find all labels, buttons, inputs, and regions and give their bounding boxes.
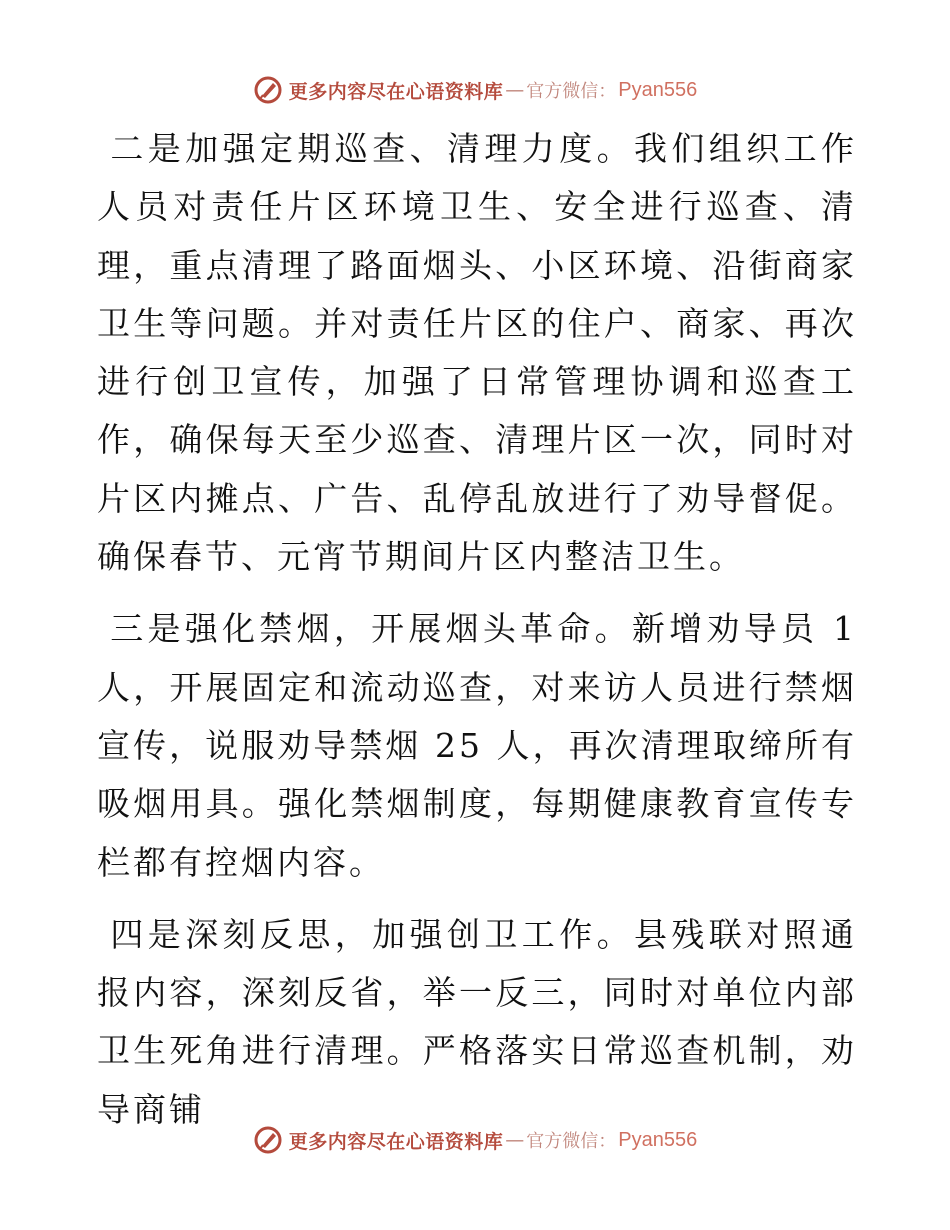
footer-watermark-banner xyxy=(0,1120,950,1160)
banner-text: 更多内容尽在心语资料库 xyxy=(288,1130,504,1153)
banner-wechat-id: Pyan556 xyxy=(618,78,698,101)
banner-text: 更多内容尽在心语资料库 xyxy=(288,80,504,103)
paragraph-3 xyxy=(97,600,857,891)
header-watermark-banner xyxy=(0,70,950,110)
quill-logo-icon xyxy=(253,75,283,105)
paragraph-text: 四是深刻反思，加强创卫工作。县残联对照通报内容，深刻反省，举一反三，同时对单位内部卫生死角进行清理。严格落实日常巡查机制，劝导商铺 xyxy=(97,914,857,1129)
banner-wechat-label: 官方微信： xyxy=(526,81,617,102)
quill-logo-icon xyxy=(253,1125,283,1155)
banner-wechat-label: 官方微信： xyxy=(526,1131,617,1152)
banner-separator: — xyxy=(505,1129,525,1151)
paragraph-4 xyxy=(97,906,857,1139)
paragraph-text: 二是加强定期巡查、清理力度。我们组织工作人员对责任片区环境卫生、安全进行巡查、清理，重点清理了路面烟头、小区环境、沿街商家卫生等问题。并对责任片区的住户、商家、再次进行创卫宣传，加强了日常管理协调和巡查工作，确保每天至少巡查、清理片区一次，同时对片区内摊点、广告、乱停乱放进行了劝导督促。确保春节、元宵节期间片区内整洁卫生。 xyxy=(97,129,857,577)
paragraph-text: 三是强化禁烟，开展烟头革命。新增劝导员 1 人，开展固定和流动巡查，对来访人员进行禁烟宣传，说服劝导禁烟 25 人，再次清理取缔所有吸烟用具。强化禁烟制度，每期健康教育宣传专栏都有控烟内容。 xyxy=(97,609,857,882)
paragraph-2 xyxy=(97,120,857,586)
document-body xyxy=(97,120,857,1153)
banner-separator: — xyxy=(505,79,525,101)
banner-wechat-id: Pyan556 xyxy=(618,1128,698,1151)
